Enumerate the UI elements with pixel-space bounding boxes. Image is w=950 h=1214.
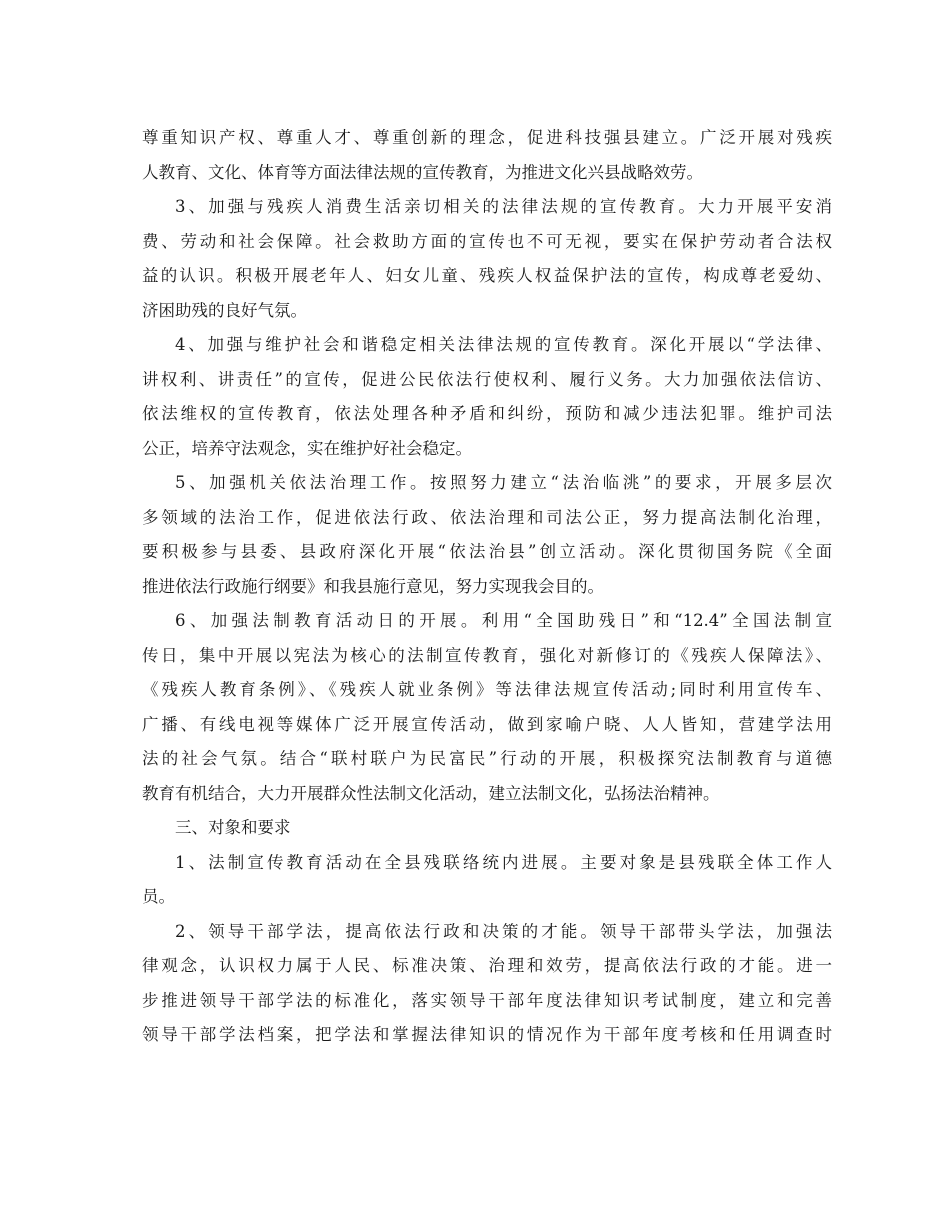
- text-line: 6、加强法制教育活动日的开展。利用“全国助残日”和“12.4”全国法制宣: [175, 611, 832, 630]
- document-body: [142, 121, 832, 1053]
- text-line: 费、劳动和社会保障。社会救助方面的宣传也不可无视，要实在保护劳动者合法权: [142, 231, 832, 251]
- text-line: 依法维权的宣传教育，依法处理各种矛盾和纠纷，预防和减少违法犯罪。维护司法: [142, 404, 832, 423]
- text-line: 三、对象和要求: [175, 818, 291, 837]
- text-line: 5、加强机关依法治理工作。按照努力建立“法治临洮”的要求，开展多层次: [175, 473, 832, 492]
- text-line: 人教育、文化、体育等方面法律法规的宣传教育，为推进文化兴县战略效劳。: [142, 162, 703, 182]
- text-line: 员。: [142, 887, 175, 906]
- text-line: 领导干部学法档案，把学法和掌握法律知识的情况作为干部年度考核和任用调查时: [142, 1025, 832, 1044]
- text-line: 步推进领导干部学法的标准化，落实领导干部年度法律知识考试制度，建立和完善: [142, 990, 832, 1010]
- text-line: 《残疾人教育条例》、《残疾人就业条例》等法律法规宣传活动;同时利用宣传车、: [142, 680, 832, 699]
- text-line: 1、法制宣传教育活动在全县残联络统内进展。主要对象是县残联全体工作人: [175, 852, 832, 872]
- text-line: 尊重知识产权、尊重人才、尊重创新的理念，促进科技强县建立。广泛开展对残疾: [142, 128, 832, 147]
- text-line: 律观念，认识权力属于人民、标准决策、治理和效劳，提高依法行政的才能。进一: [142, 956, 832, 975]
- text-line: 教育有机结合，大力开展群众性法制文化活动，建立法制文化，弘扬法治精神。: [142, 783, 720, 803]
- text-line: 公正，培养守法观念，实在维护好社会稳定。: [142, 438, 472, 458]
- text-line: 多领域的法治工作，促进依法行政、依法治理和司法公正，努力提高法制化治理，: [142, 507, 832, 527]
- text-line: 要积极参与县委、县政府深化开展“依法治县”创立活动。深化贯彻国务院《全面: [142, 542, 832, 561]
- text-line: 法的社会气氛。结合“联村联户为民富民”行动的开展，积极探究法制教育与道德: [142, 749, 832, 768]
- text-line: 济困助残的良好气氛。: [142, 300, 307, 320]
- text-line: 讲权利、讲责任”的宣传，促进公民依法行使权利、履行义务。大力加强依法信访、: [142, 369, 832, 389]
- text-line: 推进依法行政施行纲要》和我县施行意见，努力实现我会目的。: [142, 576, 604, 596]
- text-line: 广播、有线电视等媒体广泛开展宣传活动，做到家喻户晓、人人皆知，营建学法用: [142, 714, 832, 734]
- text-line: 传日，集中开展以宪法为核心的法制宣传教育，强化对新修订的《残疾人保障法》、: [142, 645, 832, 665]
- text-line: 4、加强与维护社会和谐稳定相关法律法规的宣传教育。深化开展以“学法律、: [175, 335, 832, 354]
- text-line: 益的认识。积极开展老年人、妇女儿童、残疾人权益保护法的宣传，构成尊老爱幼、: [142, 266, 832, 285]
- text-line: 2、领导干部学法，提高依法行政和决策的才能。领导干部带头学法，加强法: [175, 921, 832, 941]
- text-line: 3、加强与残疾人消费生活亲切相关的法律法规的宣传教育。大力开展平安消: [175, 197, 832, 216]
